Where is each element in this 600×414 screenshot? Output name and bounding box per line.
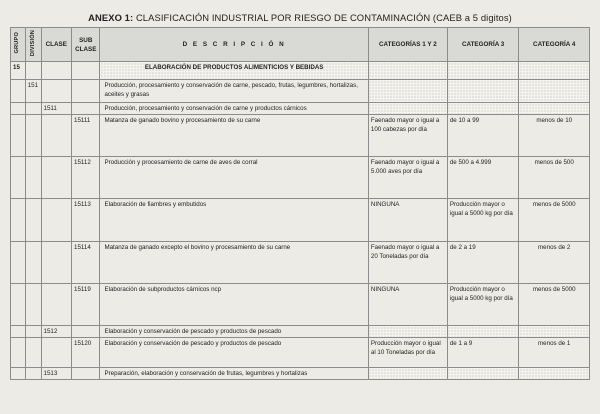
header-descripcion: D E S C R I P C I Ó N	[100, 28, 368, 62]
cell-cat4	[519, 80, 590, 103]
cell-grupo	[11, 115, 26, 157]
cell-subclase	[72, 62, 100, 80]
cell-cat3	[447, 80, 519, 103]
cell-grupo	[11, 157, 26, 199]
cell-cat4: menos de 5000	[519, 284, 590, 326]
header-grupo: GRUPO	[11, 28, 26, 62]
cell-subclase: 15112	[72, 157, 100, 199]
cell-division	[25, 157, 41, 199]
cell-cat3: Producción mayor o igual a 5000 kg por día	[447, 284, 519, 326]
cell-cat3	[447, 368, 519, 380]
cell-descripcion: Producción, procesamiento y conservación de carne y productos cárnicos	[100, 103, 368, 115]
cell-cat4	[519, 368, 590, 380]
cell-clase: 1511	[41, 103, 72, 115]
table-row	[11, 338, 590, 368]
table-row	[11, 326, 590, 338]
table-row	[11, 80, 590, 103]
cell-cat12: NINGUNA	[368, 284, 447, 326]
cell-cat3: de 10 a 99	[447, 115, 519, 157]
cell-subclase: 15120	[72, 338, 100, 368]
header-division: DIVISIÓN	[25, 28, 41, 62]
cell-grupo: 15	[11, 62, 26, 80]
cell-descripcion: Matanza de ganado excepto el bovino y procesamiento de su carne	[100, 242, 368, 284]
cell-cat3: Producción mayor o igual a 5000 kg por día	[447, 199, 519, 242]
cell-clase	[41, 338, 72, 368]
cell-cat3	[447, 103, 519, 115]
title-annex: ANEXO 1:	[88, 12, 134, 23]
cell-descripcion: ELABORACIÓN DE PRODUCTOS ALIMENTICIOS Y BEBIDAS	[100, 62, 368, 80]
cell-cat3: de 1 a 9	[447, 338, 519, 368]
cell-clase	[41, 242, 72, 284]
cell-grupo	[11, 199, 26, 242]
cell-descripcion: Producción, procesamiento y conservación de carne, pescado, frutas, legumbres, hortalizas, aceites y grasas	[100, 80, 368, 103]
table-row	[11, 103, 590, 115]
table-row	[11, 115, 590, 157]
cell-grupo	[11, 326, 26, 338]
page-title	[0, 12, 600, 23]
table-header-row	[11, 28, 590, 62]
cell-cat4: menos de 10	[519, 115, 590, 157]
cell-clase	[41, 80, 72, 103]
cell-cat4: menos de 1	[519, 338, 590, 368]
cell-subclase: 15114	[72, 242, 100, 284]
cell-division	[25, 103, 41, 115]
cell-division	[25, 326, 41, 338]
cell-clase	[41, 62, 72, 80]
table-row	[11, 242, 590, 284]
cell-descripcion: Producción y procesamiento de carne de aves de corral	[100, 157, 368, 199]
title-text: CLASIFICACIÓN INDUSTRIAL POR RIESGO DE CONTAMINACIÓN (CAEB a 5 digitos)	[135, 12, 512, 23]
cell-cat12	[368, 103, 447, 115]
cell-grupo	[11, 103, 26, 115]
cell-clase	[41, 199, 72, 242]
cell-cat3	[447, 62, 519, 80]
cell-cat4: menos de 5000	[519, 199, 590, 242]
header-clase: CLASE	[41, 28, 72, 62]
cell-division	[25, 115, 41, 157]
cell-division	[25, 199, 41, 242]
cell-subclase	[72, 326, 100, 338]
cell-cat4: menos de 2	[519, 242, 590, 284]
header-cat4: CATEGORÍA 4	[519, 28, 590, 62]
cell-grupo	[11, 242, 26, 284]
header-cat12: CATEGORÍAS 1 Y 2	[368, 28, 447, 62]
table-row	[11, 199, 590, 242]
cell-cat12	[368, 368, 447, 380]
cell-descripcion: Elaboración de fiambres y embutidos	[100, 199, 368, 242]
cell-cat12	[368, 326, 447, 338]
cell-subclase: 15113	[72, 199, 100, 242]
cell-grupo	[11, 80, 26, 103]
cell-cat3: de 2 a 19	[447, 242, 519, 284]
cell-cat3: de 500 a 4.999	[447, 157, 519, 199]
table-row	[11, 157, 590, 199]
cell-clase	[41, 157, 72, 199]
cell-cat4	[519, 103, 590, 115]
cell-division	[25, 62, 41, 80]
cell-division	[25, 368, 41, 380]
cell-cat12: NINGUNA	[368, 199, 447, 242]
table-row	[11, 284, 590, 326]
cell-subclase: 15111	[72, 115, 100, 157]
cell-cat12	[368, 62, 447, 80]
cell-cat12: Faenado mayor o igual a 20 Toneladas por día	[368, 242, 447, 284]
cell-clase	[41, 115, 72, 157]
cell-cat4: menos de 500	[519, 157, 590, 199]
cell-cat12	[368, 80, 447, 103]
table-row	[11, 62, 590, 80]
cell-descripcion: Matanza de ganado bovino y procesamiento de su carne	[100, 115, 368, 157]
cell-descripcion: Elaboración y conservación de pescado y productos de pescado	[100, 338, 368, 368]
cell-division	[25, 338, 41, 368]
cell-subclase	[72, 103, 100, 115]
table-row	[11, 368, 590, 380]
cell-division	[25, 242, 41, 284]
cell-division	[25, 284, 41, 326]
classification-table	[10, 27, 590, 380]
cell-cat4	[519, 62, 590, 80]
cell-clase: 1512	[41, 326, 72, 338]
cell-descripcion: Elaboración de subproductos cárnicos ncp	[100, 284, 368, 326]
cell-grupo	[11, 284, 26, 326]
cell-grupo	[11, 338, 26, 368]
header-subclase: SUB CLASE	[72, 28, 100, 62]
cell-subclase: 15119	[72, 284, 100, 326]
cell-cat12: Faenado mayor o igual a 100 cabezas por día	[368, 115, 447, 157]
cell-clase: 1513	[41, 368, 72, 380]
cell-cat12: Producción mayor o igual al 10 Toneladas por día	[368, 338, 447, 368]
cell-descripcion: Preparación, elaboración y conservación de frutas, legumbres y hortalizas	[100, 368, 368, 380]
cell-grupo	[11, 368, 26, 380]
cell-cat3	[447, 326, 519, 338]
cell-descripcion: Elaboración y conservación de pescado y productos de pescado	[100, 326, 368, 338]
cell-cat4	[519, 326, 590, 338]
cell-subclase	[72, 368, 100, 380]
cell-division: 151	[25, 80, 41, 103]
cell-cat12: Faenado mayor o igual a 5.000 aves por día	[368, 157, 447, 199]
cell-subclase	[72, 80, 100, 103]
header-cat3: CATEGORÍA 3	[447, 28, 519, 62]
cell-clase	[41, 284, 72, 326]
